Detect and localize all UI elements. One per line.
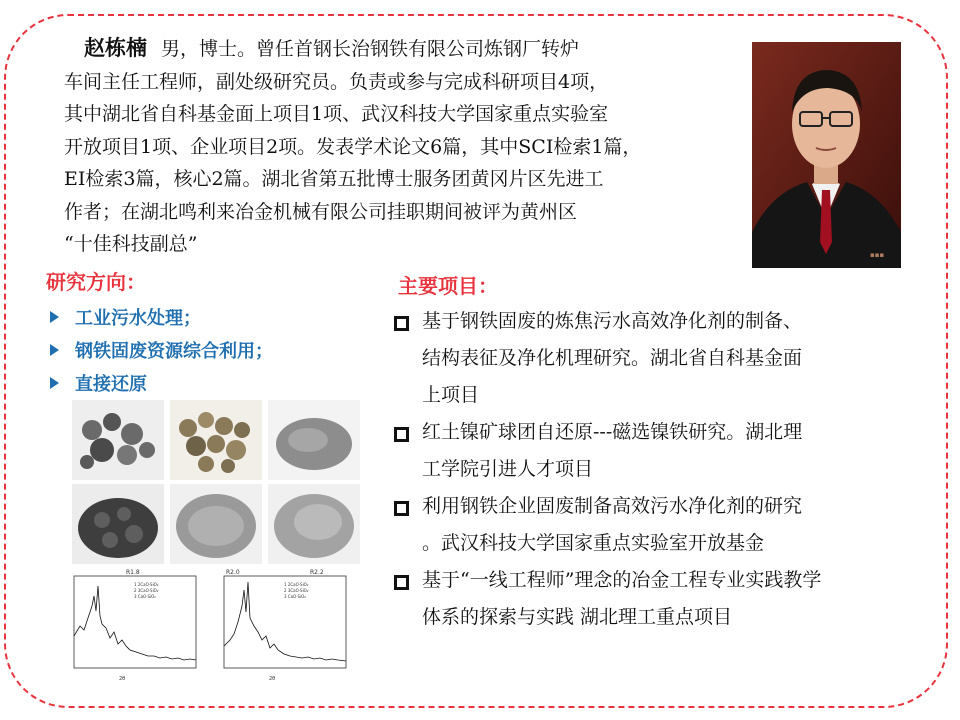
bio-line: 开放项目1项、企业项目2项。发表学术论文6篇，其中SCI检索1篇， bbox=[64, 135, 642, 158]
project-line: 基于钢铁固废的炼焦污水高效净化剂的制备、 bbox=[422, 310, 803, 332]
project-line: 体系的探索与实践 湖北理工重点项目 bbox=[422, 606, 733, 628]
sample-photos bbox=[72, 400, 356, 565]
project-line: 工学院引进人才项目 bbox=[422, 458, 594, 480]
projects-title: 主要项目： bbox=[398, 274, 498, 298]
arrow-bullet-icon bbox=[50, 311, 59, 323]
square-bullet-icon bbox=[394, 501, 409, 516]
project-line: 基于“一线工程师”理念的冶金工程专业实践教学 bbox=[422, 569, 822, 591]
xrd-plot-right bbox=[214, 566, 354, 684]
list-item bbox=[50, 333, 273, 366]
square-bullet-icon bbox=[394, 316, 409, 331]
sample-photo bbox=[72, 484, 164, 564]
sample-photo bbox=[268, 484, 360, 564]
research-list bbox=[50, 300, 273, 399]
svg-text:2 3CaO·SiO₂: 2 3CaO·SiO₂ bbox=[134, 588, 159, 593]
list-item bbox=[50, 300, 273, 333]
svg-text:3 CaO·SiO₂: 3 CaO·SiO₂ bbox=[134, 594, 156, 599]
project-line: 上项目 bbox=[422, 384, 480, 406]
list-item bbox=[392, 488, 932, 562]
research-item-label: 钢铁固废资源综合利用； bbox=[75, 340, 273, 362]
bio-line: 男，博士。曾任首钢长治钢铁有限公司炼钢厂转炉 bbox=[161, 38, 580, 60]
research-item-label: 直接还原 bbox=[75, 373, 147, 395]
bio-line: EI检索3篇，核心2篇。湖北省第五批博士服务团黄冈片区先进工 bbox=[64, 168, 604, 190]
project-line: 红土镍矿球团自还原---磁选镍铁研究。湖北理 bbox=[422, 421, 803, 443]
svg-text:2θ: 2θ bbox=[119, 676, 126, 682]
list-item bbox=[392, 303, 932, 414]
projects-list bbox=[392, 303, 932, 636]
project-line: 结构表征及净化机理研究。湖北省自科基金面 bbox=[422, 347, 803, 369]
sample-photo bbox=[170, 400, 262, 480]
bio-line: 作者；在湖北鸣利来冶金机械有限公司挂职期间被评为黄州区 bbox=[64, 200, 578, 223]
xrd-title: R1.8 bbox=[126, 569, 140, 576]
project-line: 利用钢铁企业固废制备高效污水净化剂的研究 bbox=[422, 495, 803, 517]
svg-text:1 2CaO·SiO₂: 1 2CaO·SiO₂ bbox=[134, 582, 159, 587]
bio-line: “十佳科技副总” bbox=[64, 233, 198, 255]
bio-line: 其中湖北省自科基金面上项目1项、武汉科技大学国家重点实验室 bbox=[64, 103, 609, 125]
square-bullet-icon bbox=[394, 427, 409, 442]
arrow-bullet-icon bbox=[50, 377, 59, 389]
svg-text:2θ: 2θ bbox=[269, 676, 276, 682]
xrd-plot-left bbox=[64, 566, 204, 684]
square-bullet-icon bbox=[394, 575, 409, 590]
research-title: 研究方向： bbox=[46, 270, 146, 294]
list-item bbox=[392, 414, 932, 488]
svg-text:3 CaO·SiO₂: 3 CaO·SiO₂ bbox=[284, 594, 306, 599]
sample-photo bbox=[170, 484, 262, 564]
sample-photo bbox=[268, 400, 360, 480]
xrd-title: R2.2 bbox=[310, 569, 324, 576]
project-line: 。武汉科技大学国家重点实验室开放基金 bbox=[422, 532, 765, 554]
svg-text:1 2CaO·SiO₂: 1 2CaO·SiO₂ bbox=[284, 582, 309, 587]
portrait-photo bbox=[752, 42, 901, 268]
bio-line: 车间主任工程师，副处级研究员。负责或参与完成科研项目4项， bbox=[64, 70, 609, 93]
list-item bbox=[392, 562, 932, 636]
bio-paragraph bbox=[64, 32, 724, 261]
research-item-label: 工业污水处理； bbox=[75, 307, 201, 329]
arrow-bullet-icon bbox=[50, 344, 59, 356]
xrd-title: R2.0 bbox=[226, 569, 240, 576]
svg-text:2 3CaO·SiO₂: 2 3CaO·SiO₂ bbox=[284, 588, 309, 593]
list-item bbox=[50, 366, 273, 399]
svg-text:▪▪▪: ▪▪▪ bbox=[870, 251, 885, 259]
person-name: 赵栋楠 bbox=[84, 36, 147, 60]
sample-photo bbox=[72, 400, 164, 480]
